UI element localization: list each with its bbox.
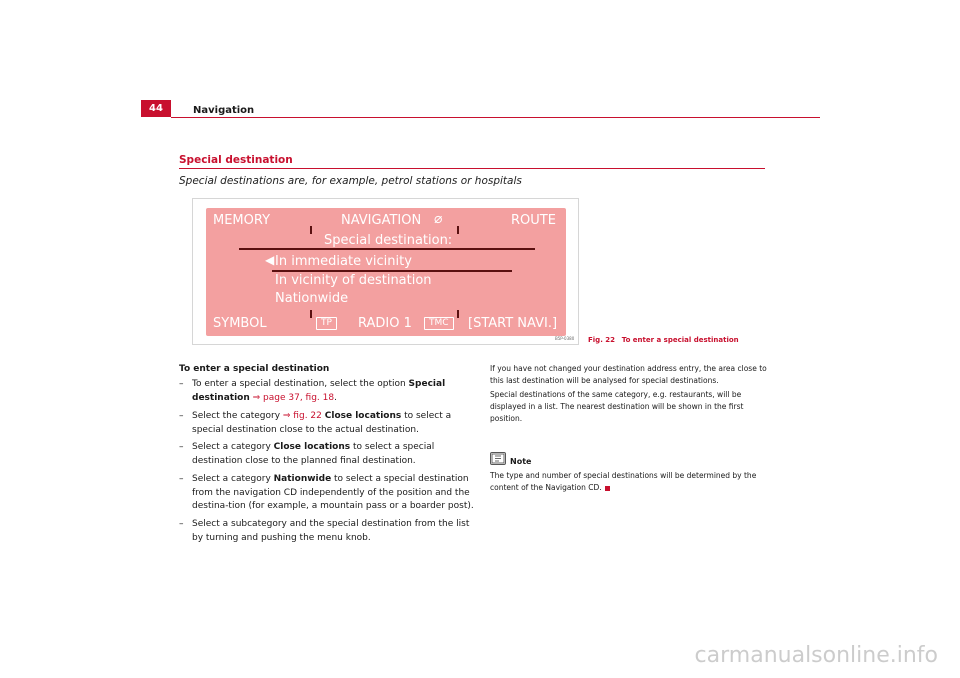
section-title: Special destination (179, 154, 293, 166)
list-item (179, 410, 479, 437)
item-bold: Special destination (192, 379, 446, 403)
compass-icon: ⌀ (434, 211, 443, 227)
tick-bottom-left (310, 310, 312, 318)
header-rule (171, 117, 820, 118)
note-text (490, 470, 775, 494)
list-dash: – (179, 442, 184, 452)
item-text: Select a subcategory and the special destination from the list by turning and pushing the menu knob. (192, 519, 470, 543)
end-of-section-icon (605, 486, 610, 491)
item-text: to select a special destination close to the planned final destination. (192, 442, 435, 466)
list-dash: – (179, 519, 184, 529)
display-symbol: SYMBOL (213, 316, 267, 331)
item-text: Select a category (192, 474, 274, 484)
option-highlight-line (272, 270, 512, 272)
page-number: 44 (141, 100, 171, 117)
item-text: to select a special destination close to the actual destination. (192, 411, 452, 435)
item-text: To enter a special destination, select the option (192, 379, 409, 389)
instructions-heading: To enter a special destination (179, 364, 330, 374)
display-radio: RADIO 1 (358, 316, 412, 331)
list-dash: – (179, 411, 184, 421)
item-bold: Close locations (273, 442, 351, 452)
figure-code: B5P-0380 (555, 336, 575, 341)
figure-label: Fig. 22 (588, 336, 616, 344)
section-rule (179, 168, 765, 169)
list-dash: – (179, 474, 184, 484)
paragraph-area-analysis: If you have not changed your destination address entry, the area close to this last destination will be analysed for special destinations. (490, 364, 767, 385)
heading-underline (239, 248, 535, 250)
section-subtitle: Special destinations are, for example, petrol stations or hospitals (179, 175, 522, 187)
tick-right (457, 226, 459, 234)
watermark: carmanualsonline.info (694, 643, 938, 668)
chapter-title: Navigation (193, 105, 255, 116)
option-nationwide[interactable]: Nationwide (275, 291, 349, 306)
list-item (179, 473, 479, 514)
option-immediate-vicinity[interactable]: In immediate vicinity (275, 254, 412, 269)
display-memory: MEMORY (213, 213, 271, 228)
tick-left (310, 226, 312, 234)
note-icon (490, 452, 506, 465)
paragraph-list-display: Special destinations of the same category, e.g. restaurants, will be displayed in a list. The nearest destination will be shown in the first position. (490, 390, 744, 423)
list-dash: – (179, 379, 184, 389)
tp-badge: TP (316, 317, 337, 330)
item-bold: Close locations (324, 411, 402, 421)
item-text: to select a special destination from the navigation CD independently of the position and the destina-tion (for example, a mountain pass or a boarder post). (192, 474, 474, 511)
list-item (179, 378, 479, 405)
list-item (179, 518, 479, 545)
item-text: Select a category (192, 442, 274, 452)
item-text: . (334, 392, 337, 403)
display-heading: Special destination: (324, 233, 453, 248)
radio-display (206, 208, 566, 336)
list-item (179, 441, 479, 468)
display-route: ROUTE (511, 213, 556, 228)
option-vicinity-destination[interactable]: In vicinity of destination (275, 273, 432, 288)
selection-arrow-icon: ◀ (265, 253, 275, 267)
page-reference-link[interactable]: ⇒ page 37, fig. 18 (252, 392, 335, 403)
note-body: The type and number of special destinations will be determined by the content of the Navigation CD. (490, 471, 757, 492)
note-label: Note (510, 457, 532, 466)
item-text: Select the category (192, 411, 283, 421)
item-bold: Nationwide (273, 474, 332, 484)
display-navigation: NAVIGATION (341, 213, 422, 228)
display-start-navi: [START NAVI.] (468, 316, 558, 331)
figure-caption-text: To enter a special destination (621, 336, 739, 344)
figure-reference-link[interactable]: ⇒ fig. 22 (282, 411, 322, 421)
tick-bottom-right (457, 310, 459, 318)
figure-caption (588, 336, 739, 344)
tmc-badge: TMC (424, 317, 454, 330)
